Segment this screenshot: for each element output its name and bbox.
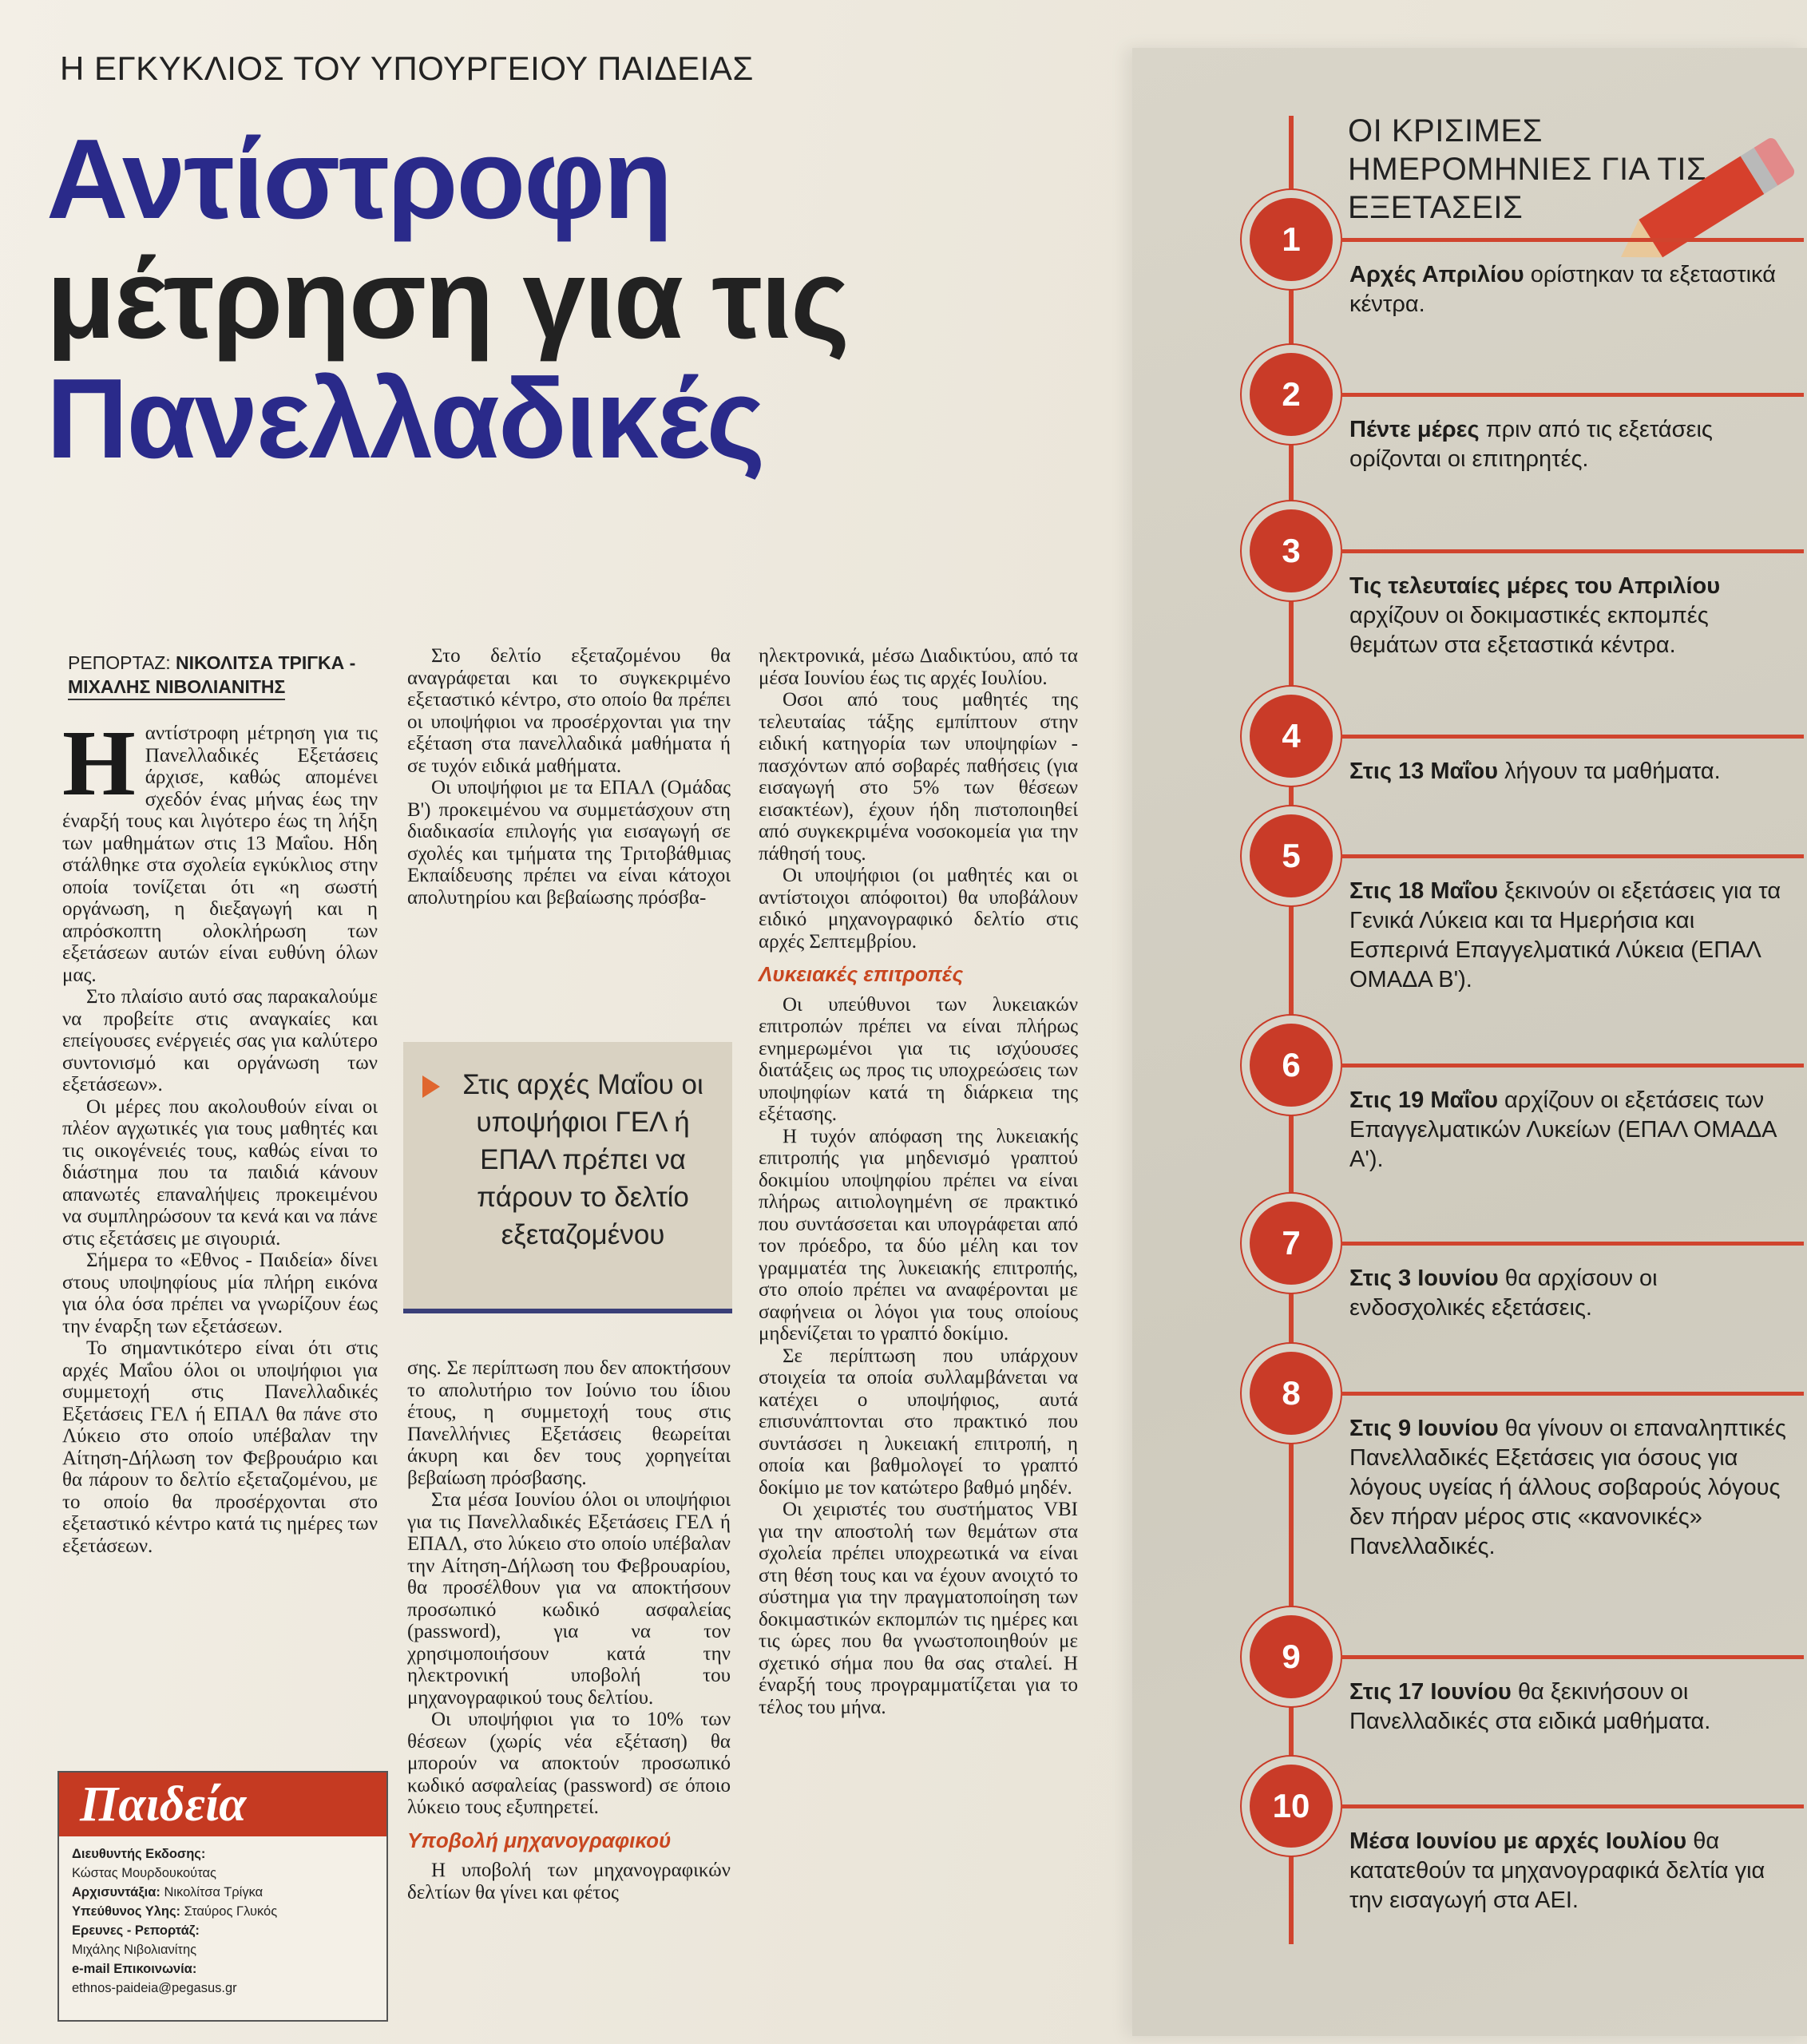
step-number-badge: 2 <box>1242 345 1341 444</box>
step-number-badge: 5 <box>1242 806 1341 905</box>
byline <box>68 651 387 700</box>
credit-email: ethnos-paideia@pegasus.gr <box>72 1981 237 1995</box>
kicker: Η ΕΓΚΥΚΛΙΟΣ ΤΟΥ ΥΠΟΥΡΓΕΙΟΥ ΠΑΙΔΕΙΑΣ <box>60 50 754 87</box>
paragraph: Στο πλαίσιο αυτό σας παρακαλούμε να προβείτε στις αναγκαίες και επείγουσες ενέργειές σας για καλύτερο συντονισμό και οργάνωση των εξετάσεων». <box>62 986 378 1095</box>
paragraph: Στα μέσα Ιουνίου όλοι οι υποψήφιοι για τις Πανελλαδικές Εξετάσεις ΓΕΛ ή ΕΠΑΛ, στο λύκειο στο οποίο υπέβαλαν την Αίτηση-Δήλωση του Φεβρουαρίου, θα προσέλθουν για να αποκτήσουν προσωπικό κωδικό ασφαλείας (password), για να τον χρησιμοποιήσουν κατά την ηλεκτρονική υποβολή του μηχανογραφικού τους δελτίου. <box>407 1489 731 1709</box>
credit-label: Διευθυντής Εκδοσης: <box>72 1847 206 1861</box>
step-text: Πέντε μέρες πριν από τις εξετάσεις ορίζονται οι επιτηρητές. <box>1349 417 1713 472</box>
step-rule <box>1341 1655 1804 1659</box>
paragraph: Το σημαντικότερο είναι ότι στις αρχές Μαΐου όλοι οι υποψήφιοι για συμμετοχή στις Πανελλαδικές Εξετάσεις ΓΕΛ ή ΕΠΑΛ θα πάνε στο Λύκειο στο οποίο υπέβαλαν την Αίτηση-Δήλωση τον Φεβρουάριο και θα πάρουν το δελτίο εξεταζομένου, με το οποίο θα προσέρχονται στο εξεταστικό κέντρο κατά τις ημέρες των εξετάσεων. <box>62 1337 378 1557</box>
step-text: Μέσα Ιουνίου με αρχές Ιουλίου θα κατατεθούν τα μηχανογραφικά δελτία για την εισαγωγή στα ΑΕΙ. <box>1349 1828 1765 1913</box>
step-text: Τις τελευταίες μέρες του Απριλίου αρχίζουν οι δοκιμαστικές εκπομπές θεμάτων στα εξεταστικά κέντρα. <box>1349 573 1721 658</box>
paideia-logo: Παιδεία <box>59 1773 386 1836</box>
headline-line-1: Αντίστροφη <box>46 116 672 243</box>
paragraph: Σήμερα το «Εθνος - Παιδεία» δίνει στους υποψηφίους μία πλήρη εικόνα για όλα όσα πρέπει να γνωρίζουν έως την έναρξη των εξετάσεων. <box>62 1250 378 1337</box>
pull-quote-text: Στις αρχές Μαΐου οι υποψήφιοι ΓΕΛ ή ΕΠΑΛ πρέπει να πάρουν το δελτίο εξεταζομένου <box>462 1069 703 1250</box>
byline-label: ΡΕΠΟΡΤΑΖ: <box>68 652 171 673</box>
masthead-box <box>57 1771 388 2022</box>
byline-author-1: ΝΙΚΟΛΙΤΣΑ ΤΡΙΓΚΑ - <box>176 652 356 673</box>
step-number-badge: 7 <box>1242 1194 1341 1293</box>
headline-line-2: μέτρηση για τις <box>46 236 849 362</box>
paragraph: Οι υποψήφιοι (οι μαθητές και οι αντίστοιχοι απόφοιτοι) θα υποβάλουν ειδικό μηχανογραφικό δελτίο στις αρχές Σεπτεμβρίου. <box>759 865 1078 953</box>
step-rule <box>1341 854 1804 858</box>
step-text: Στις 18 Μαΐου ξεκινούν οι εξετάσεις για τα Γενικά Λύκεια και τα Ημερήσια και Εσπερινά Επαγγελματικά Λύκεια (ΕΠΑΛ ΟΜΑΔΑ Β'). <box>1349 878 1781 992</box>
step-rule <box>1341 549 1804 553</box>
paragraph: Η υποβολή των μηχανογραφικών δελτίων θα γίνει και φέτος <box>407 1860 731 1903</box>
headline <box>46 116 1108 482</box>
timeline-title: ΟΙ ΚΡΙΣΙΜΕΣ ΗΜΕΡΟΜΗΝΙΕΣ ΓΙΑ ΤΙΣ ΕΞΕΤΑΣΕΙΣ <box>1348 113 1707 225</box>
step-rule <box>1341 1064 1804 1068</box>
headline-line-3: Πανελλαδικές <box>46 355 764 482</box>
step-rule <box>1341 393 1804 397</box>
paragraph: σης. Σε περίπτωση που δεν αποκτήσουν το απολυτήριο τον Ιούνιο του ίδιου έτους, η συμμετοχή τους στις Πανελλήνιες Εξετάσεις θεωρείται άκυρη και δεν τους χορηγείται βεβαίωση πρόσβασης. <box>407 1357 731 1489</box>
article-column-3 <box>759 645 1078 1718</box>
pull-quote <box>403 1042 732 1313</box>
paragraph: Οι χειριστές του συστήματος VBI για την αποστολή των θεμάτων στα σχολεία πρέπει υποχρεωτικά να είναι στη θέση τους και να έχουν ανοιχτό το σύστημα για την πραγματοποίηση των δοκιμαστικών εκπομπών τις ημέρες και τις ώρες που θα γνωστοποιηθούν με σχετικό σήμα που θα σας σταλεί. Η έναρξή τους προγραμματίζεται για το τέλος του μήνα. <box>759 1499 1078 1718</box>
step-number-badge: 1 <box>1242 190 1341 289</box>
credit-label: Ερευνες - Ρεπορτάζ: <box>72 1923 200 1938</box>
article-column-2-top <box>407 645 731 909</box>
step-text: Αρχές Απριλίου ορίστηκαν τα εξεταστικά κέντρα. <box>1349 262 1776 317</box>
paragraph: αντίστροφη μέτρηση για τις Πανελλαδικές Εξετάσεις άρχισε, καθώς απομένει σχεδόν ένας μήνας έως την έναρξή τους και λιγότερο έως τη λήξη των μαθημάτων στις 13 Μαΐου. Ηδη στάλθηκε στα σχολεία εγκύκλιος στην οποία τονίζεται ότι «η σωστή οργάνωση, η διεξαγωγή και η απρόσκοπτη ολοκλήρωση των εξετάσεων αυτών είναι ευθύνη όλων μας. <box>62 723 378 986</box>
credit-value: Κώστας Μουρδουκούτας <box>72 1866 216 1880</box>
paragraph: Οσοι από τους μαθητές της τελευταίας τάξης εμπίπτουν στην ειδική κατηγορία των υποψηφίων - πασχόντων από σοβαρές παθήσεις (για εισαγωγή στο 5% των θέσεων εισακτέων), έχουν ήδη πιστοποιηθεί από συγκεκριμένα νοσοκομεία για την πάθησή τους. <box>759 689 1078 865</box>
step-text: Στις 13 Μαΐου λήγουν τα μαθήματα. <box>1349 759 1721 784</box>
paragraph: ηλεκτρονικά, μέσω Διαδικτύου, από τα μέσα Ιουνίου έως τις αρχές Ιουλίου. <box>759 645 1078 689</box>
step-number-badge: 6 <box>1242 1016 1341 1115</box>
article-column-2-bottom <box>407 1357 731 1903</box>
subheading-committees: Λυκειακές επιτροπές <box>759 962 964 986</box>
paragraph: Στο δελτίο εξεταζομένου θα αναγράφεται και το συγκεκριμένο εξεταστικό κέντρο, στο οποίο θα πρέπει οι υποψήφιοι να προσέρχονται για την εξέταση στα πανελλαδικά μαθήματα ή σε τυχόν ειδικά μαθήματα. <box>407 645 731 777</box>
step-number-badge: 8 <box>1242 1344 1341 1443</box>
paragraph: Σε περίπτωση που υπάρχουν στοιχεία τα οποία συλλαμβάνεται να κατέχει ο υποψήφιος, αυτά επισυνάπτονται στο πρακτικό που συντάσσει η λυκειακή επιτροπή, η οποία και βαθμολογεί το γραπτό δοκίμιο με τον κατώτερο βαθμό μηδέν. <box>759 1345 1078 1499</box>
step-text: Στις 3 Ιουνίου θα αρχίσουν οι ενδοσχολικές εξετάσεις. <box>1349 1266 1658 1321</box>
step-rule <box>1341 1392 1804 1396</box>
paragraph: Οι μέρες που ακολουθούν είναι οι πλέον αγχωτικές για τους μαθητές και τις οικογένειές τους, καθώς είναι το διάστημα που τα παιδιά κάνουν απανωτές επαναλήψεις προκειμένου να συμπληρώσουν τα κενά και να πάνε στις εξετάσεις με σιγουριά. <box>62 1095 378 1250</box>
subheading-submission: Υποβολή μηχανογραφικού <box>407 1828 672 1852</box>
credit-label: Υπεύθυνος Υλης: <box>72 1904 181 1919</box>
credit-label: Αρχισυντάξια: <box>72 1885 160 1899</box>
step-rule <box>1341 735 1804 739</box>
article-column-1 <box>62 711 378 1557</box>
step-rule <box>1341 1804 1804 1808</box>
step-rule <box>1341 238 1804 242</box>
credit-label: e-mail Επικοινωνία: <box>72 1962 197 1976</box>
arrow-icon <box>422 1075 440 1098</box>
paragraph: Οι υποψήφιοι με τα ΕΠΑΛ (Ομάδας Β') προκειμένου να συμμετάσχουν στη διαδικασία επιλογής για εισαγωγή σε σχολές και τμήματα της Τριτοβάθμιας Εκπαίδευσης πρέπει να είναι κάτοχοι απολυτηρίου και βεβαίωσης πρόσβα- <box>407 777 731 909</box>
byline-author-2: ΜΙΧΑΛΗΣ ΝΙΒΟΛΙΑΝΙΤΗΣ <box>68 675 285 700</box>
step-number-badge: 3 <box>1242 501 1341 600</box>
step-number-badge: 9 <box>1242 1607 1341 1706</box>
step-number-badge: 10 <box>1242 1757 1341 1856</box>
credit-value: Σταύρος Γλυκός <box>184 1904 278 1919</box>
step-rule <box>1341 1242 1804 1246</box>
paragraph: Οι υπεύθυνοι των λυκειακών επιτροπών πρέπει να είναι πλήρως ενημερωμένοι για τις ισχύουσες διατάξεις ως προς τις υποχρεώσεις των υποψηφίων κατά τη διάρκεια της εξέτασης. <box>759 993 1078 1125</box>
paragraph: Η τυχόν απόφαση της λυκειακής επιτροπής για μηδενισμό γραπτού δοκιμίου υποψηφίου πρέπει να είναι πλήρως αιτιολογημένη σε πρακτικό που συντάσσεται και υπογράφεται από τον πρόεδρο, τα δύο μέλη και τον γραμματέα της λυκειακής επιτροπής, στο οποίο πρέπει να αναφέρονται με σαφήνεια οι λόγοι για τους οποίους μηδενίζεται το γραπτό δοκίμιο. <box>759 1125 1078 1345</box>
credit-value: Μιχάλης Νιβολιανίτης <box>72 1943 197 1957</box>
step-text: Στις 17 Ιουνίου θα ξεκινήσουν οι Πανελλαδικές στα ειδικά μαθήματα. <box>1349 1679 1711 1734</box>
credit-value: Νικολίτσα Τρίγκα <box>164 1885 264 1899</box>
step-text: Στις 9 Ιουνίου θα γίνουν οι επαναληπτικές Πανελλαδικές Εξετάσεις για όσους για λόγους υγείας ή άλλους σοβαρούς λόγους δεν πήραν μέρος στις «κανονικές» Πανελλαδικές. <box>1349 1416 1786 1559</box>
masthead-credits <box>59 1836 386 2006</box>
timeline-panel <box>1132 48 1807 2036</box>
drop-cap: Η <box>62 711 136 815</box>
step-text: Στις 19 Μαΐου αρχίζουν οι εξετάσεις των Επαγγελματικών Λυκείων (ΕΠΑΛ ΟΜΑΔΑ Α'). <box>1349 1087 1776 1172</box>
paragraph: Οι υποψήφιοι για το 10% των θέσεων (χωρίς νέα εξέταση) θα μπορούν να αποκτούν προσωπικό κωδικό ασφαλείας (password) σε όποιο λύκειο τους εξυπηρετεί. <box>407 1709 731 1818</box>
step-number-badge: 4 <box>1242 687 1341 786</box>
